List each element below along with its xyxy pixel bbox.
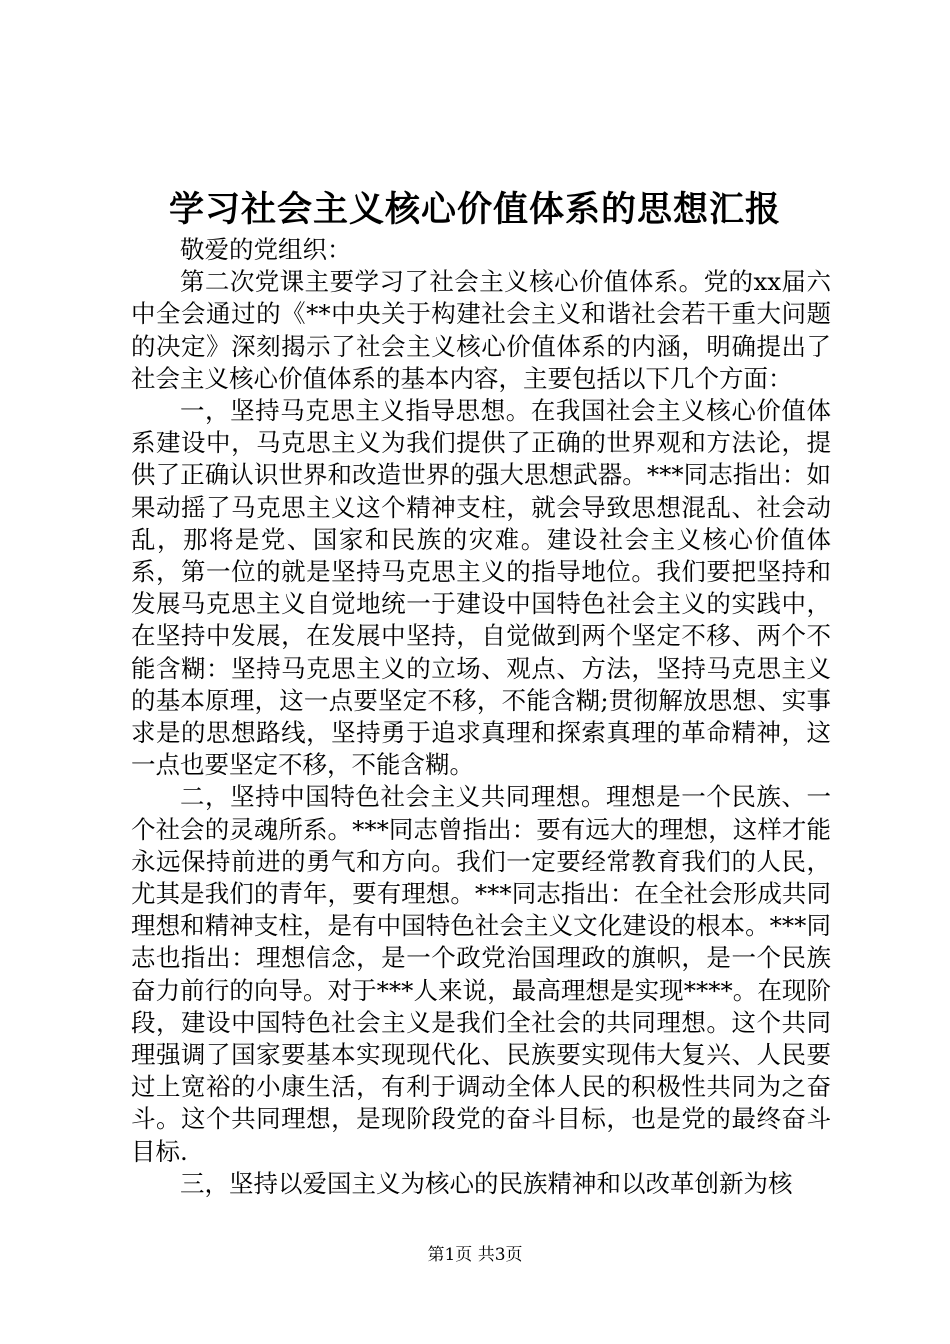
paragraph-point-1: 一，坚持马克思主义指导思想。在我国社会主义核心价值体系建设中，马克思主义为我们提供了正确的世界观和方法论，提供了正确认识世界和改造世界的强大思想武器。***同志指出：如果动摇了马克思主义这个精神支柱，就会导致思想混乱、社会动乱，那将是党、国家和民族的灾难。建设社会主义核心价值体系，第一位的就是坚持马克思主义的指导地位。我们要把坚持和发展马克思主义自觉地统一于建设中国特色社会主义的实践中，在坚持中发展，在发展中坚持，自觉做到两个坚定不移、两个不能含糊：坚持马克思主义的立场、观点、方法，坚持马克思主义的基本原理，这一点要坚定不移，不能含糊;贯彻解放思想、实事求是的思想路线，坚持勇于追求真理和探索真理的革命精神，这一点也要坚定不移，不能含糊。 — [131, 396, 831, 780]
paragraph-point-3: 三，坚持以爱国主义为核心的民族精神和以改革创新为核 — [180, 1168, 793, 1198]
document-body — [131, 234, 831, 1200]
paragraph-intro: 第二次党课主要学习了社会主义核心价值体系。党的xx届六中全会通过的《**中央关于构建社会主义和谐社会若干重大问题的决定》深刻揭示了社会主义核心价值体系的内涵，明确提出了社会主义核心价值体系的基本内容，主要包括以下几个方面： — [131, 267, 831, 393]
page-footer: 第1页 共3页 — [427, 1245, 523, 1265]
document-title: 学习社会主义核心价值体系的思想汇报 — [168, 189, 781, 230]
salutation: 敬爱的党组织： — [180, 235, 352, 264]
paragraph-point-2: 二，坚持中国特色社会主义共同理想。理想是一个民族、一个社会的灵魂所系。***同志曾指出：要有远大的理想，这样才能永远保持前进的勇气和方向。我们一定要经常教育我们的人民，尤其是我们的青年，要有理想。***同志指出：在全社会形成共同理想和精神支柱，是有中国特色社会主义文化建设的根本。***同志也指出：理想信念，是一个政党治国理政的旗帜，是一个民族奋力前行的向导。对于***人来说，最高理想是实现****。在现阶段，建设中国特色社会主义是我们全社会的共同理想。这个共同理强调了国家要基本实现现代化、民族要实现伟大复兴、人民要过上宽裕的小康生活，有利于调动全体人民的积极性共同为之奋斗。这个共同理想，是现阶段党的奋斗目标，也是党的最终奋斗目标. — [131, 782, 831, 1166]
